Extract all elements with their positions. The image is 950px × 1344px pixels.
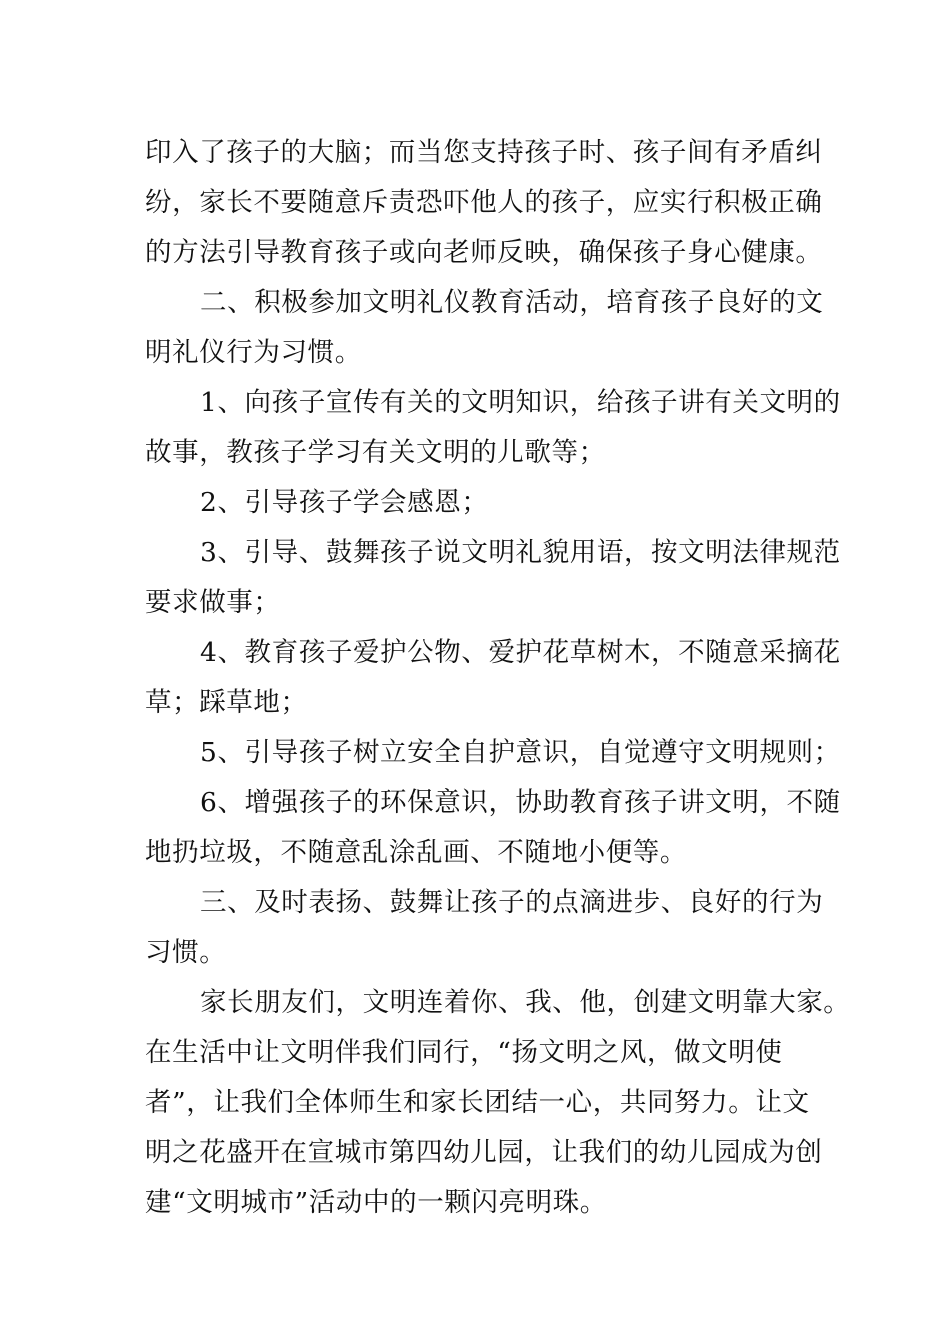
text-line: 2、引导孩子学会感恩； — [200, 487, 489, 518]
text-line: 故事，教孩子学习有关文明的儿歌等； — [145, 437, 606, 468]
text-line: 地扔垃圾，不随意乱涂乱画、不随地小便等。 — [145, 837, 687, 868]
text-line: 明礼仪行为习惯。 — [145, 337, 362, 368]
text-line: 习惯。 — [145, 937, 227, 968]
text-line: 建“文明城市”活动中的一颗闪亮明珠。 — [145, 1187, 607, 1218]
text-line: 家长朋友们，文明连着你、我、他，创建文明靠大家。 — [200, 987, 851, 1018]
text-line: 的方法引导教育孩子或向老师反映，确保孩子身心健康。 — [145, 237, 823, 268]
text-line: 在生活中让文明伴我们同行，“扬文明之风，做文明使 — [145, 1037, 783, 1068]
text-line: 草；踩草地； — [145, 687, 308, 718]
text-line: 1、向孩子宣传有关的文明知识，给孩子讲有关文明的 — [200, 387, 841, 418]
text-line: 3、引导、鼓舞孩子说文明礼貌用语，按文明法律规范 — [200, 537, 841, 568]
text-line: 印入了孩子的大脑；而当您支持孩子时、孩子间有矛盾纠 — [145, 137, 823, 168]
text-line: 三、及时表扬、鼓舞让孩子的点滴进步、良好的行为 — [200, 887, 824, 918]
text-line: 者”，让我们全体师生和家长团结一心，共同努力。让文 — [145, 1087, 810, 1118]
text-line: 明之花盛开在宣城市第四幼儿园，让我们的幼儿园成为创 — [145, 1137, 823, 1168]
text-line: 要求做事； — [145, 587, 281, 618]
text-line: 6、增强孩子的环保意识，协助教育孩子讲文明，不随 — [200, 787, 841, 818]
document-body — [145, 128, 851, 1228]
text-line: 纷，家长不要随意斥责恐吓他人的孩子，应实行积极正确 — [145, 187, 823, 218]
text-line: 4、教育孩子爱护公物、爱护花草树木，不随意采摘花 — [200, 637, 841, 668]
text-line: 5、引导孩子树立安全自护意识，自觉遵守文明规则； — [200, 737, 841, 768]
text-line: 二、积极参加文明礼仪教育活动，培育孩子良好的文 — [200, 287, 824, 318]
